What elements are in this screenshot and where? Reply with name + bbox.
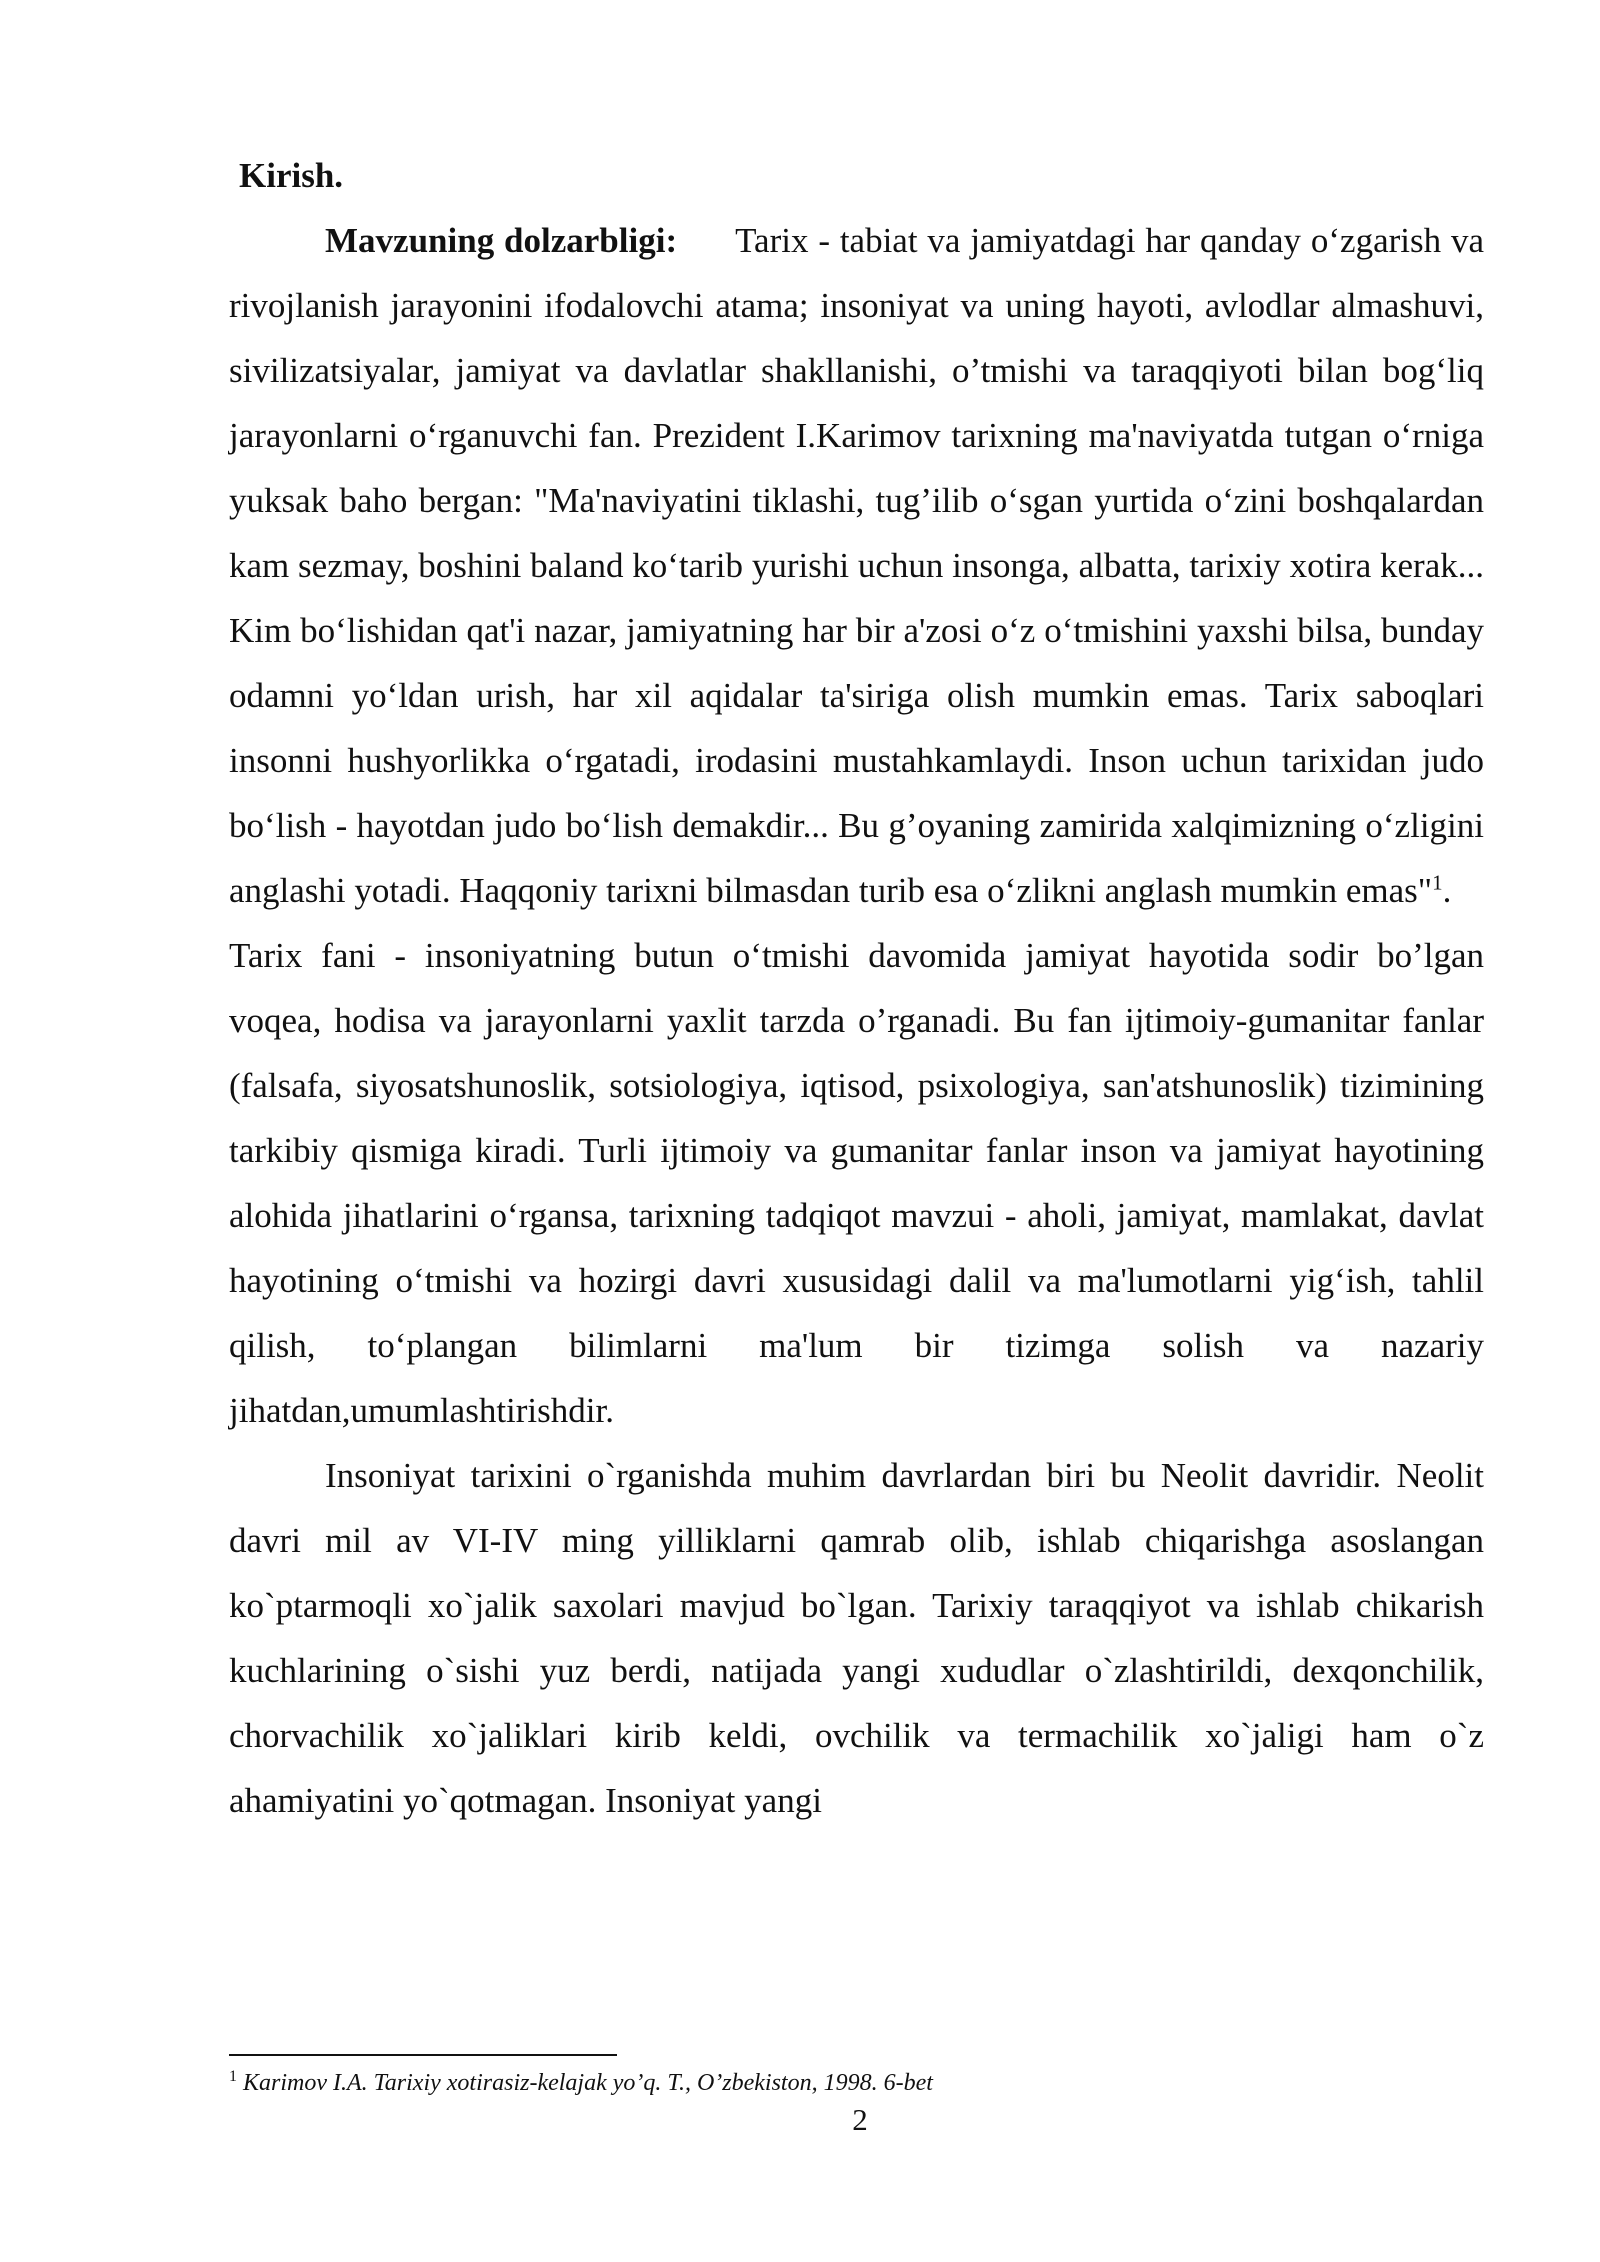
paragraph-1-end: . (1442, 871, 1452, 910)
footnote-number: 1 (229, 2068, 237, 2085)
body-text (229, 143, 1484, 1833)
footnote-reference[interactable]: 1 (1432, 870, 1443, 895)
relevance-label: Mavzuning dolzarbligi: (325, 221, 678, 260)
paragraph-neolithic: Insoniyat tarixini o`rganishda muhim davrlardan biri bu Neolit davridir. Neolit davri mil av VI-IV ming yilliklarni qamrab olib, ishlab chiqarishga asoslangan ko`ptarmoqli xo`jalik saxolari mavjud bo`lgan. Tarixiy taraqqiyot va ishlab chikarish kuchlarining o`sishi yuz berdi, natijada yangi xududlar o`zlashtirildi, dexqonchilik, chorvachilik xo`jaliklari kirib keldi, ovchilik va termachilik xo`jaligi ham o`z ahamiyatini yo`qotmagan. Insoniyat yangi (229, 1456, 1484, 1820)
section-heading: Kirish. (239, 156, 344, 195)
paragraph-history-science: Tarix fani - insoniyatning butun o‘tmishi davomida jamiyat hayotida sodir bo’lgan voqea, hodisa va jarayonlarni yaxlit tarzda o’rganadi. Bu fan ijtimoiy-gumanitar fanlar (falsafa, siyosatshunoslik, sotsiologiya, iqtisod, psixologiya, san'atshunoslik) tizimining tarkibiy qismiga kiradi. Turli ijtimoiy va gumanitar fanlar inson va jamiyat hayotining alohida jihatlarini o‘rgansa, tarixning tadqiqot mavzui - aholi, jamiyat, mamlakat, davlat hayotining o‘tmishi va hozirgi davri xususidagi dalil va ma'lumotlarni yig‘ish, tahlil qilish, to‘plangan bilimlarni ma'lum bir tizimga solish va nazariy jihatdan,umumlashtirishdir. (229, 936, 1484, 1430)
footnote (229, 2068, 1484, 2098)
paragraph-1-text: Tarix - tabiat va jamiyatdagi har qanday o‘zgarish va rivojlanish jarayonini ifodalovchi atama; insoniyat va uning hayoti, avlodlar almashuvi, sivilizatsiyalar, jamiyat va davlatlar shakllanishi, o’tmishi va taraqqiyoti bilan bog‘liq jarayonlarni o‘rganuvchi fan. Prezident I.Karimov tarixning ma'naviyatda tutgan o‘rniga yuksak baho bergan: "Ma'naviyatini tiklashi, tug’ilib o‘sgan yurtida o‘zini boshqalardan kam sezmay, boshini baland ko‘tarib yurishi uchun insonga, albatta, tarixiy xotira kerak... Kim bo‘lishidan qat'i nazar, jamiyatning har bir a'zosi o‘z o‘tmishini yaxshi bilsa, bunday odamni yo‘ldan urish, har xil aqidalar ta'siriga olish mumkin emas. Tarix saboqlari insonni hushyorlikka o‘rgatadi, irodasini mustahkamlaydi. Inson uchun tarixidan judo bo‘lish - hayotdan judo bo‘lish demakdir... Bu g’oyaning zamirida xalqimizning o‘zligini anglashi yotadi. Haqqoniy tarixni bilmasdan turib esa o‘zlikni anglash mumkin emas" (229, 221, 1484, 910)
footnote-text: Karimov I.A. Tarixiy xotirasiz-kelajak yo’q. T., O’zbekiston, 1998. 6-bet (243, 2070, 933, 2096)
footnote-separator (229, 2054, 617, 2056)
page-number: 2 (852, 2102, 868, 2137)
paragraph-relevance (229, 208, 1484, 923)
